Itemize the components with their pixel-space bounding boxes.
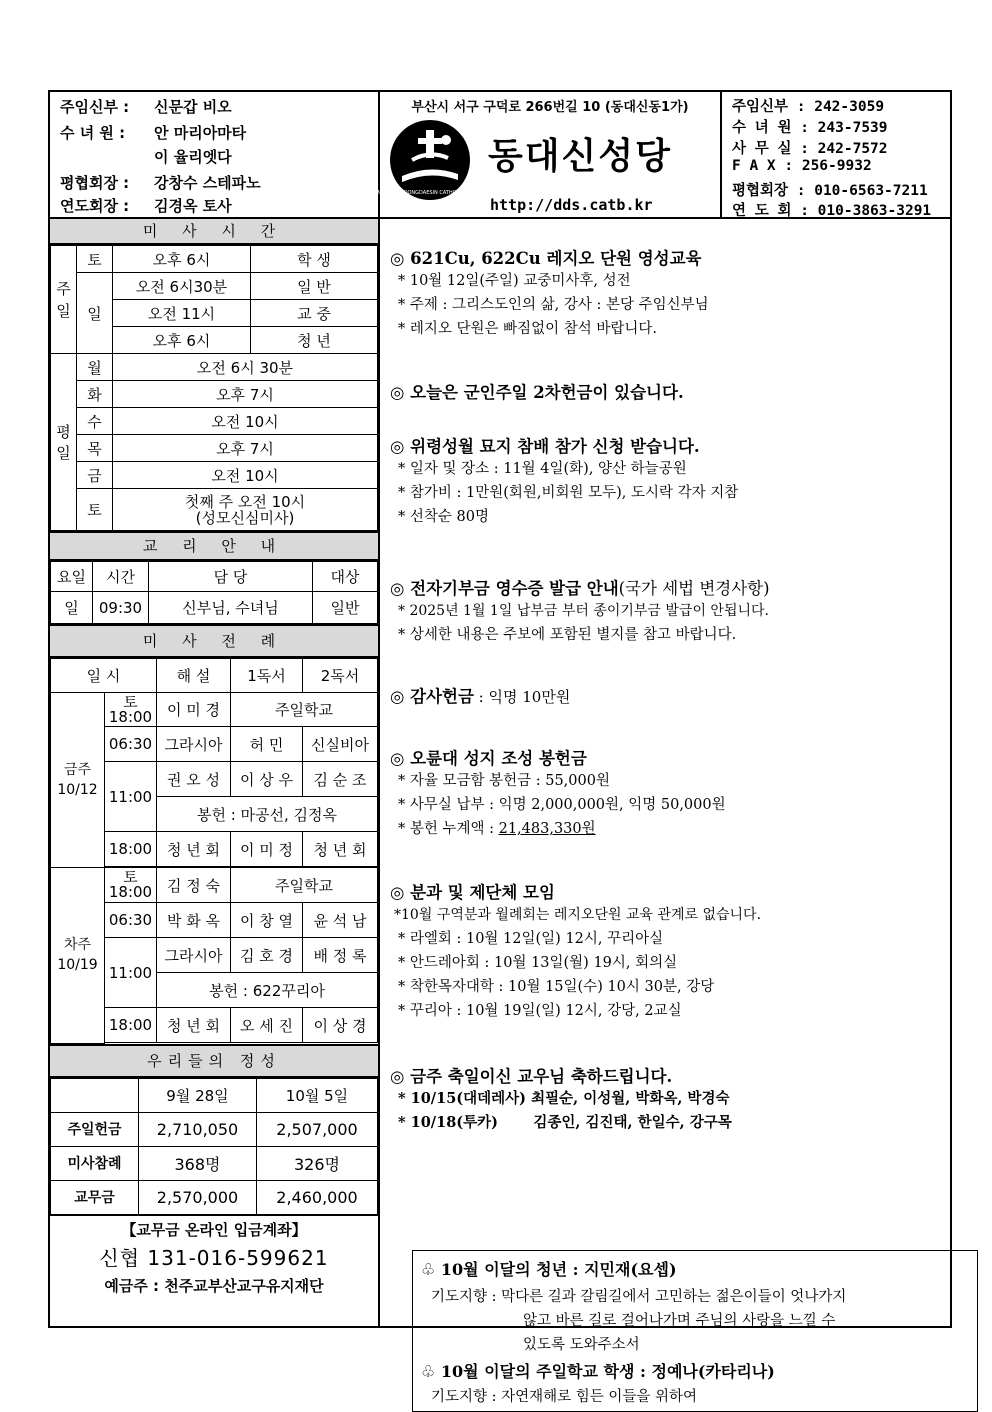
commentator: 청 년 회 — [157, 1008, 231, 1043]
header — [50, 92, 950, 219]
offertory: 봉헌 : 622꾸리아 — [157, 973, 378, 1008]
mass-time: 오전 6시30분 — [113, 273, 251, 300]
reader-2: 신실비아 — [303, 727, 378, 762]
notice-line: * 10월 12일(주일) 교중미사후, 성전 — [398, 273, 631, 289]
th-day: 요일 — [51, 562, 93, 592]
notice-line: * 10/15(대데레사) 최필순, 이성월, 박화옥, 박경숙 — [398, 1090, 730, 1107]
week-date: 10/12 — [57, 782, 98, 798]
reader-1: 이 미 정 — [231, 832, 303, 867]
weekday-sub: (성모신심미사) — [195, 508, 295, 527]
church-url[interactable]: http://dds.catb.kr — [490, 196, 653, 214]
catechism-day: 일 — [51, 592, 93, 624]
reader-2: 배 정 록 — [303, 938, 378, 973]
account-block — [50, 1215, 378, 1296]
weekday: 월 — [77, 354, 113, 381]
council-name: 강창수 스테파노 — [154, 174, 261, 192]
weekday-time: 오후 7시 — [113, 435, 378, 462]
youth-title: ♧ 10월 이달의 청년 : 지민재(요셉) — [421, 1260, 677, 1279]
youth-prayer-line: 않고 바른 길로 걸어나가며 주님의 사랑을 느낄 수 — [523, 1313, 836, 1329]
offering-label: 주일헌금 — [51, 1112, 139, 1146]
notice-title: ◎ 감사헌금 — [390, 687, 474, 706]
offering-value: 2,507,000 — [257, 1112, 378, 1146]
contact-fax: F A X : 256-9932 — [732, 158, 872, 174]
bulletin-frame — [48, 90, 952, 1405]
weekday-time: 오전 10시 — [113, 462, 378, 489]
contact-list — [722, 92, 950, 217]
weekday-time: 오전 10시 — [113, 408, 378, 435]
notice-line: * 착한목자대학 : 10월 15일(수) 10시 30분, 강당 — [398, 979, 715, 995]
notice-thanks — [390, 683, 950, 707]
notice-title: ◎ 전자기부금 영수증 발급 안내 — [390, 579, 619, 598]
sat-label: 토 — [123, 692, 138, 711]
catechism-title: 교 리 안 내 — [50, 531, 378, 561]
offering-table — [50, 1078, 378, 1215]
notice-line: * 자율 모금함 봉헌금 : 55,000원 — [398, 773, 610, 789]
sunday-sat: 토 — [77, 246, 113, 273]
notice-line: * 참가비 : 1만원(회원,비회원 모두), 도시락 각자 지참 — [398, 485, 739, 501]
week-label: 차주 — [63, 937, 92, 954]
pastor-name: 신문갑 비오 — [154, 98, 232, 116]
reader-1: 허 민 — [231, 727, 303, 762]
notice-title: ◎ 분과 및 제단체 모임 — [390, 883, 555, 902]
offering-value: 2,570,000 — [139, 1180, 257, 1214]
mass-group: 학 생 — [251, 246, 378, 273]
notice-title-suffix: (국가 세법 변경사항) — [618, 579, 770, 598]
reader-2: 청 년 회 — [303, 832, 378, 867]
mass-group: 청 년 — [251, 327, 378, 354]
commentator: 그라시아 — [157, 938, 231, 973]
offering-value: 368명 — [139, 1146, 257, 1180]
council-label: 평협회장 : — [60, 174, 130, 192]
reader-1: 오 세 진 — [231, 1008, 303, 1043]
notice-line: * 꾸리아 : 10월 19일(일) 12시, 강당, 2교실 — [398, 1003, 682, 1019]
church-name: 동대신성당 — [488, 136, 672, 177]
week-label: 금주 — [63, 762, 92, 778]
notice-line: * 사무실 납부 : 익명 2,000,000원, 익명 50,000원 — [398, 797, 726, 813]
time: 11:00 — [105, 938, 157, 1008]
date-col-2: 10월 5일 — [257, 1078, 378, 1112]
time: 18:00 — [105, 832, 157, 867]
notice-title-suffix: : 익명 10만원 — [473, 688, 571, 706]
offering-label: 교무금 — [51, 1180, 139, 1214]
notice-line: *10월 구역분과 월례회는 레지오단원 교육 관계로 없습니다. — [394, 907, 762, 923]
catechism-target: 일반 — [313, 592, 378, 624]
time: 06:30 — [105, 727, 157, 762]
contact-pastor: 주임신부 : 242-3059 — [732, 99, 885, 115]
church-logo — [372, 118, 488, 202]
staff-list — [50, 92, 380, 217]
notice-line: * 선착순 80명 — [398, 509, 489, 525]
notice-title: ◎ 621Cu, 622Cu 레지오 단원 영성교육 — [390, 249, 702, 268]
catechism-charge: 신부님, 수녀님 — [149, 592, 313, 624]
student-prayer: 기도지향 : 자연재해로 힘든 이들을 위하여 — [431, 1389, 698, 1405]
notice-military — [390, 379, 950, 403]
notice-line: * 일자 및 장소 : 11월 4일(화), 양산 하늘공원 — [398, 461, 687, 477]
weekday: 토 — [77, 489, 113, 531]
th-datetime: 일 시 — [51, 659, 157, 693]
weekday-label: 평일 — [51, 354, 77, 531]
time: 18:00 — [108, 883, 153, 901]
church-address: 부산시 서구 구덕로 266번길 10 (동대신동1가) — [411, 100, 689, 115]
weekday-time: 오후 7시 — [113, 381, 378, 408]
offering-label: 미사참례 — [51, 1146, 139, 1180]
reader-1: 이 창 열 — [231, 903, 303, 938]
liturgy-title: 미 사 전 례 — [50, 624, 378, 658]
notice-line: * 10/18(투카) 김종인, 김진태, 한일수, 강구목 — [398, 1114, 732, 1131]
th-time: 시간 — [93, 562, 149, 592]
notice-line: * 2025년 1월 1일 납부금 부터 종이기부금 발급이 안됩니다. — [398, 603, 769, 619]
mass-times-table — [50, 245, 378, 531]
account-holder: 예금주 : 천주교부산교구유지재단 — [104, 1276, 324, 1295]
date-col-1: 9월 28일 — [139, 1078, 257, 1112]
sunday-il: 일 — [77, 273, 113, 354]
liturgy-table — [50, 658, 378, 1044]
elder-label: 연도회장 : — [60, 197, 130, 215]
reader-1: 김 호 경 — [231, 938, 303, 973]
notice-meetings — [390, 879, 950, 1023]
weekday: 금 — [77, 462, 113, 489]
mass-times-title: 미 사 시 간 — [50, 219, 378, 245]
time: 11:00 — [105, 762, 157, 832]
catechism-table — [50, 561, 378, 624]
readers: 주일학교 — [231, 693, 378, 727]
notice-receipt — [390, 575, 950, 647]
notices-column — [380, 219, 950, 1405]
mass-time: 오전 11시 — [113, 300, 251, 327]
weekday-time: 첫째 주 오전 10시 — [184, 492, 306, 511]
th-charge: 담 당 — [149, 562, 313, 592]
commentator: 김 정 숙 — [157, 868, 231, 903]
offering-value: 2,710,050 — [139, 1112, 257, 1146]
time: 18:00 — [108, 707, 153, 726]
total-label: * 봉헌 누계액 : — [398, 821, 499, 837]
weekday: 화 — [77, 381, 113, 408]
offertory: 봉헌 : 마공선, 김정옥 — [157, 797, 378, 832]
commentator: 이 미 경 — [157, 693, 231, 727]
contact-office: 사 무 실 : 242-7572 — [732, 141, 888, 157]
account-number: 신협 131-016-599621 — [99, 1245, 329, 1270]
monthly-youth-box — [412, 1250, 978, 1412]
th-target: 대상 — [313, 562, 378, 592]
offering-title: 우리들의 정성 — [50, 1044, 378, 1078]
th-reading-2: 2독서 — [303, 659, 378, 693]
offering-value: 326명 — [257, 1146, 378, 1180]
account-title: 【교무금 온라인 입금계좌】 — [121, 1220, 307, 1239]
th-reading-1: 1독서 — [231, 659, 303, 693]
total-value: 21,483,330원 — [498, 821, 596, 837]
sisters-label: 수 녀 원 : — [60, 124, 126, 142]
notice-title: ◎ 위령성월 묘지 참배 참가 신청 받습니다. — [390, 437, 700, 456]
commentator: 청 년 회 — [157, 832, 231, 867]
notice-line: * 상세한 내용은 주보에 포함된 별지를 참고 바랍니다. — [398, 627, 737, 643]
youth-prayer-line: 있도록 도와주소서 — [523, 1337, 640, 1353]
weekday: 목 — [77, 435, 113, 462]
mass-time: 오후 6시 — [113, 327, 251, 354]
commentator: 그라시아 — [157, 727, 231, 762]
church-title-block — [372, 92, 722, 217]
notice-legio — [390, 245, 950, 341]
catechism-time: 09:30 — [93, 592, 149, 624]
elder-name: 김경옥 토사 — [154, 197, 232, 215]
reader-1: 이 상 우 — [231, 762, 303, 797]
notice-line: * 주제 : 그리스도인의 삶, 강사 : 본당 주임신부님 — [398, 297, 709, 313]
time: 06:30 — [105, 903, 157, 938]
week-date: 10/19 — [57, 957, 98, 974]
contact-council: 평협회장 : 010-6563-7211 — [732, 183, 928, 199]
logo-text: SINCE 1946 DONGDAESIN CATHOLIC CHURCH — [372, 190, 488, 196]
notice-title: ◎ 오륜대 성지 조성 봉헌금 — [390, 749, 587, 768]
reader-2: 이 상 경 — [303, 1008, 378, 1043]
commentator: 권 오 성 — [157, 762, 231, 797]
notice-line: * 라엘회 : 10월 12일(일) 12시, 꾸리아실 — [398, 931, 664, 947]
youth-prayer-line: 기도지향 : 막다른 길과 갈림길에서 고민하는 젊은이들이 엇나가지 — [431, 1289, 847, 1305]
offering-value: 2,460,000 — [257, 1180, 378, 1214]
notice-shrine — [390, 745, 950, 841]
th-commentary: 해 설 — [157, 659, 231, 693]
notice-cemetery — [390, 433, 950, 529]
reader-2: 김 순 조 — [303, 762, 378, 797]
notice-title: ◎ 금주 축일이신 교우님 축하드립니다. — [390, 1067, 673, 1086]
contact-elder: 연 도 회 : 010-3863-3291 — [732, 203, 932, 219]
weekday-time: 오전 6시 30분 — [113, 354, 378, 381]
contact-sisters: 수 녀 원 : 243-7539 — [732, 120, 888, 136]
sister-1: 안 마리아마타 — [154, 124, 247, 142]
notice-title: ◎ 오늘은 군인주일 2차헌금이 있습니다. — [390, 383, 684, 402]
notice-feast — [390, 1063, 950, 1135]
readers: 주일학교 — [231, 868, 378, 903]
pastor-label: 주임신부 : — [60, 98, 130, 116]
sat-label: 토 — [123, 868, 138, 886]
notice-line: * 안드레아회 : 10월 13일(월) 19시, 회의실 — [398, 955, 678, 971]
student-title: ♧ 10월 이달의 주일학교 학생 : 정예나(카타리나) — [421, 1362, 775, 1381]
reader-2: 윤 석 남 — [303, 903, 378, 938]
weekday: 수 — [77, 408, 113, 435]
sister-2: 이 율리엣다 — [154, 148, 232, 166]
mass-group: 교 중 — [251, 300, 378, 327]
left-column — [50, 219, 380, 1326]
mass-group: 일 반 — [251, 273, 378, 300]
time: 18:00 — [105, 1008, 157, 1043]
notice-line: * 레지오 단원은 빠짐없이 참석 바랍니다. — [398, 321, 658, 337]
commentator: 박 화 옥 — [157, 903, 231, 938]
sunday-label: 주일 — [51, 246, 77, 354]
mass-time: 오후 6시 — [113, 246, 251, 273]
